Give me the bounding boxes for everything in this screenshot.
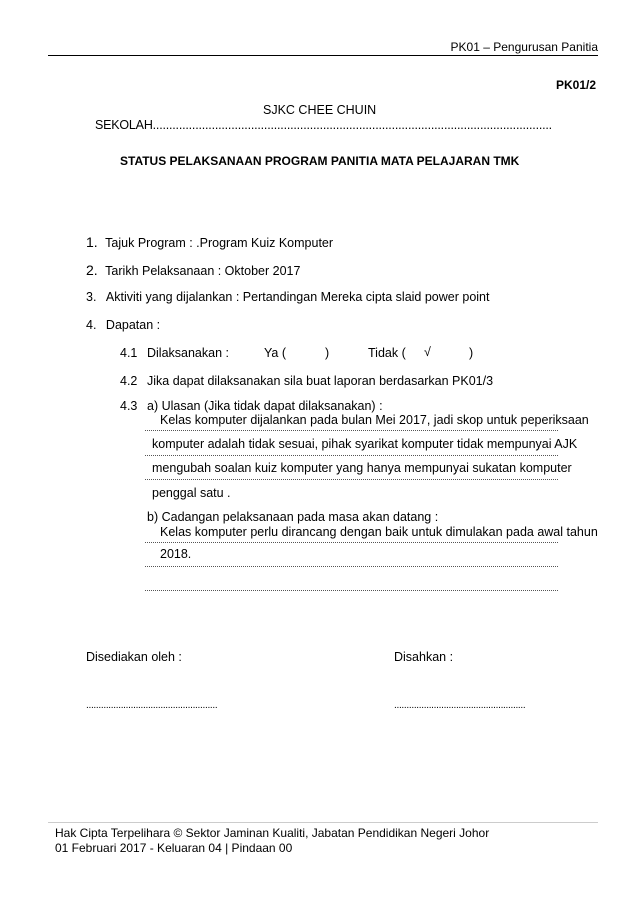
dapatan-4-2-num: 4.2 xyxy=(120,374,138,388)
footer-copyright: Hak Cipta Terpelihara © Sektor Jaminan Kualiti, Jabatan Pendidikan Negeri Johor xyxy=(55,826,490,840)
ulasan-dotted-line xyxy=(145,430,558,431)
item-text: Aktiviti yang dijalankan : Pertandingan Mereka cipta slaid power point xyxy=(105,290,490,304)
header-rule xyxy=(48,55,598,56)
item-text: Tarikh Pelaksanaan : Oktober 2017 xyxy=(105,264,301,278)
tidak-option: Tidak ( xyxy=(368,346,406,360)
item-text: Tajuk Program : .Program Kuiz Komputer xyxy=(105,236,334,250)
approved-by-label: Disahkan : xyxy=(394,650,454,664)
item-3 xyxy=(86,290,489,304)
prepared-by-label: Disediakan oleh : xyxy=(86,650,182,664)
ulasan-line-3: mengubah soalan kuiz komputer yang hanya mempunyai sukatan komputer xyxy=(152,461,572,475)
ulasan-label: a) Ulasan (Jika tidak dapat dilaksanakan) : xyxy=(147,399,383,413)
tidak-tick: √ xyxy=(424,345,431,359)
footer-version: 01 Februari 2017 - Keluaran 04 | Pindaan 00 xyxy=(55,841,293,855)
item-2 xyxy=(86,262,300,278)
ulasan-line-1: Kelas komputer dijalankan pada bulan Mei 2017, jadi skop untuk peperiksaan xyxy=(160,413,589,427)
item-number: 3. xyxy=(86,290,97,304)
item-number: 1. xyxy=(86,234,98,250)
prepared-signature-line: ..................................................... xyxy=(86,700,218,711)
page-title: STATUS PELAKSANAAN PROGRAM PANITIA MATA PELAJARAN TMK xyxy=(120,154,520,168)
dilaksanakan-label: Dilaksanakan : xyxy=(147,346,229,360)
dapatan-4-3-num: 4.3 xyxy=(120,399,138,413)
item-number: 4. xyxy=(86,318,97,332)
item-text: Dapatan : xyxy=(105,318,161,332)
ulasan-line-4: penggal satu . xyxy=(152,486,231,500)
cadangan-line-1: Kelas komputer perlu dirancang dengan baik untuk dimulakan pada awal tahun xyxy=(160,525,598,539)
item-4 xyxy=(86,318,160,332)
ulasan-line-2: komputer adalah tidak sesuai, pihak syarikat komputer tidak mempunyai AJK xyxy=(152,437,578,451)
cadangan-label: b) Cadangan pelaksanaan pada masa akan datang : xyxy=(147,510,439,524)
approved-signature-line: ..................................................... xyxy=(394,700,526,711)
dapatan-4-2-text: Jika dapat dilaksanakan sila buat laporan berdasarkan PK01/3 xyxy=(147,374,494,388)
tidak-close: ) xyxy=(469,346,474,360)
cadangan-line-2: 2018. xyxy=(160,547,192,561)
header-text: PK01 – Pengurusan Panitia xyxy=(450,40,598,54)
cadangan-dotted-line xyxy=(145,590,558,591)
ulasan-dotted-line xyxy=(145,479,558,480)
item-number: 2. xyxy=(86,262,98,278)
school-label: SEKOLAH.......................................................................................................................... xyxy=(95,118,552,132)
ulasan-dotted-line xyxy=(145,455,558,456)
footer-rule xyxy=(48,822,598,823)
cadangan-dotted-line xyxy=(145,542,558,543)
school-name: SJKC CHEE CHUIN xyxy=(263,103,377,117)
ya-option: Ya ( xyxy=(264,346,286,360)
ya-close: ) xyxy=(325,346,330,360)
dapatan-4-1-num: 4.1 xyxy=(120,346,138,360)
item-1 xyxy=(86,234,333,250)
cadangan-dotted-line xyxy=(145,566,558,567)
form-code: PK01/2 xyxy=(555,78,596,92)
